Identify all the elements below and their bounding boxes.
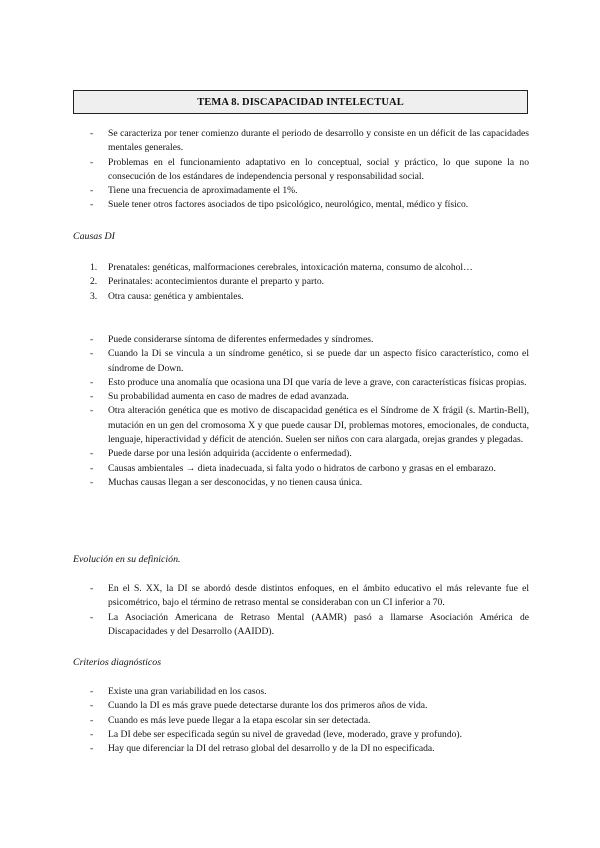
numbered-item: 1. Prenatales: genéticas, malformaciones cerebrales, intoxicación materna, consumo de alcohol… bbox=[73, 261, 529, 275]
list-item: - Esto produce una anomalía que ocasiona una DI que varía de leve a grave, con características físicas propias. bbox=[73, 376, 529, 390]
list-item: - Puede darse por una lesión adquirida (accidente o enfermedad). bbox=[73, 447, 529, 461]
bullet-dash: - bbox=[90, 391, 94, 403]
list-item: - En el S. XX, la DI se abordó desde distintos enfoques, en el ámbito educativo el más relevante fue el psicométrico, bajo el término de retraso mental se consideraban con un CI inferior a 70. bbox=[90, 583, 529, 609]
list-item: - Puede considerarse síntoma de diferentes enfermedades y síndromes. bbox=[73, 333, 529, 347]
causes-heading: Causas DI bbox=[73, 231, 115, 242]
bullet-dash: - bbox=[90, 185, 94, 197]
bullet-dash: - bbox=[90, 728, 94, 740]
bullet-dash: - bbox=[90, 128, 94, 139]
list-item: - Problemas en el funcionamiento adaptativo en lo conceptual, social y práctico, lo que supone la no consecución de los estándares de independencia personal y responsabilidad social. bbox=[90, 156, 529, 182]
list-item: - Suele tener otros factores asociados de tipo psicológico, neurológico, mental, médico y físico. bbox=[73, 198, 529, 212]
numbered-item: 2. Perinatales: acontecimientos durante el preparto y parto. bbox=[73, 275, 529, 289]
bullet-dash: - bbox=[90, 199, 94, 211]
bullet-dash: - bbox=[90, 743, 94, 755]
item-number: 2. bbox=[90, 276, 98, 288]
item-number: 1. bbox=[90, 262, 98, 273]
list-item: - Causas ambientales → dieta inadecuada, si falta yodo o hidratos de carbono y grasas en el embarazo. bbox=[73, 462, 529, 476]
bullet-dash: - bbox=[90, 156, 94, 168]
bullet-dash: - bbox=[90, 348, 94, 360]
evolution-list bbox=[73, 582, 529, 639]
evolution-heading: Evolución en su definición. bbox=[73, 554, 181, 565]
criteria-section bbox=[73, 685, 529, 756]
list-item: - Cuando la DI es más grave puede detectarse durante los dos primeros años de vida. bbox=[73, 699, 529, 713]
numbered-item: 3. Otra causa: genética y ambientales. bbox=[73, 290, 529, 304]
criteria-list bbox=[73, 685, 529, 756]
bullet-dash: - bbox=[90, 476, 94, 488]
list-item: - Tiene una frecuencia de aproximadamente el 1%. bbox=[73, 184, 529, 198]
bullet-dash: - bbox=[90, 686, 94, 697]
bullet-dash: - bbox=[90, 714, 94, 726]
list-item: - La Asociación Americana de Retraso Mental (AAMR) pasó a llamarse Asociación América de Discapacidades y del Desarrollo (AAIDD). bbox=[90, 611, 529, 637]
intro-list bbox=[73, 127, 529, 213]
list-item: - Existe una gran variabilidad en los casos. bbox=[73, 685, 529, 699]
causes-list bbox=[73, 333, 529, 490]
bullet-dash: - bbox=[90, 583, 94, 594]
bullet-dash: - bbox=[90, 462, 94, 474]
causes-numbered-list bbox=[73, 261, 529, 304]
causes-numbered-section bbox=[73, 261, 529, 304]
criteria-heading: Criterios diagnósticos bbox=[73, 657, 162, 668]
list-item: - Muchas causas llegan a ser desconocidas, y no tienen causa única. bbox=[73, 476, 529, 490]
page-title: TEMA 8. DISCAPACIDAD INTELECTUAL bbox=[73, 90, 528, 114]
list-item: - Hay que diferenciar la DI del retraso global del desarrollo y de la DI no especificada. bbox=[73, 742, 529, 756]
item-number: 3. bbox=[90, 290, 98, 302]
bullet-dash: - bbox=[90, 376, 94, 388]
bullet-dash: - bbox=[90, 334, 94, 345]
bullet-dash: - bbox=[90, 700, 94, 712]
bullet-dash: - bbox=[90, 405, 94, 417]
list-item: - Cuando es más leve puede llegar a la etapa escolar sin ser detectada. bbox=[73, 714, 529, 728]
list-item: - Se caracteriza por tener comienzo durante el periodo de desarrollo y consiste en un déficit de las capacidades mentales generales. bbox=[90, 128, 529, 154]
list-item: - Su probabilidad aumenta en caso de madres de edad avanzada. bbox=[73, 390, 529, 404]
intro-section bbox=[73, 127, 529, 213]
bullet-dash: - bbox=[90, 448, 94, 460]
evolution-section bbox=[73, 582, 529, 639]
causes-details-section bbox=[73, 333, 529, 490]
list-item: - Cuando la Di se vincula a un síndrome genético, si se puede dar un aspecto físico característico, como el síndrome de Down. bbox=[90, 348, 529, 374]
list-item: - La DI debe ser especificada según su nivel de gravedad (leve, moderado, grave y profundo). bbox=[73, 728, 529, 742]
bullet-dash: - bbox=[90, 611, 94, 623]
list-item: - Otra alteración genética que es motivo de discapacidad genética es el Síndrome de X frágil (s. Martin-Bell), mutación en un gen del cromosoma X y que puede causar DI, problemas motores, emocionales, de conducta, lenguaje, hiperactividad y déficit de atención. Suelen ser niños con cara alargada, orejas grandes y plegadas. bbox=[90, 405, 529, 446]
